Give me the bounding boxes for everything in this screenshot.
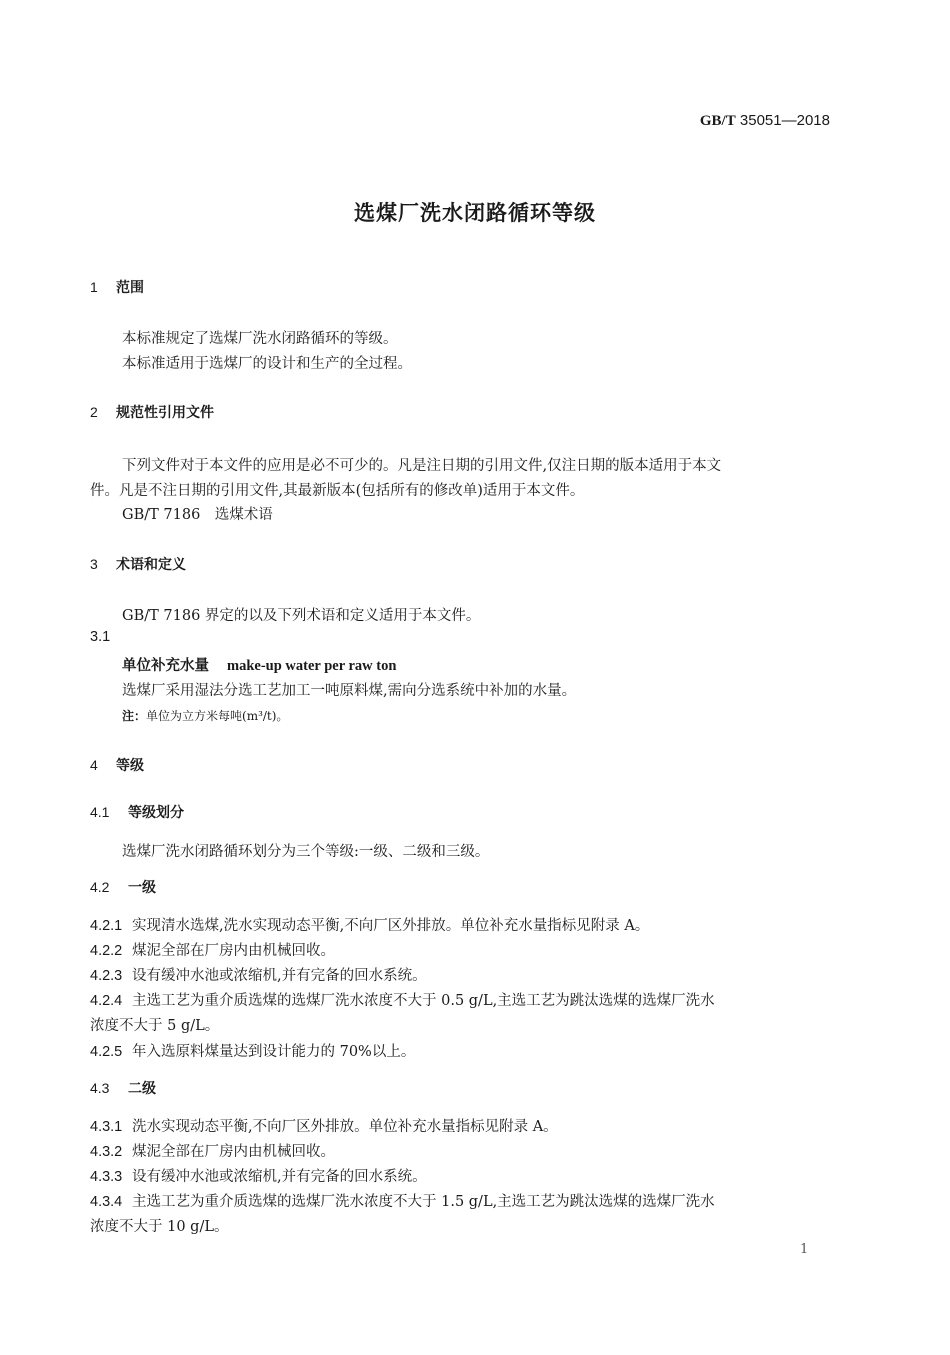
clause-4-2-3: 4.2.3 设有缓冲水池或浓缩机,并有完备的回水系统。 — [90, 968, 427, 984]
clause-4-2-1: 4.2.1 实现清水选煤,洗水实现动态平衡,不向厂区外排放。单位补充水量指标见附录 A。 — [90, 918, 650, 934]
clause-4-3-4: 4.3.4 主选工艺为重介质选煤的选煤厂洗水浓度不大于 1.5 g/L,主选工艺为跳汰选煤的选煤厂洗水 — [90, 1194, 715, 1210]
note-text: 单位为立方米每吨(m³/t)。 — [146, 709, 289, 723]
section-4-heading: 4 等级 — [90, 757, 144, 774]
clause-4-2-5: 4.2.5 年入选原料煤量达到设计能力的 70%以上。 — [90, 1044, 416, 1060]
section-4-3-heading: 4.3 二级 — [90, 1080, 156, 1097]
section-4-1-heading: 4.1 等级划分 — [90, 804, 184, 821]
section-1-title: 范围 — [116, 280, 144, 296]
clause-4-3-3: 4.3.3 设有缓冲水池或浓缩机,并有完备的回水系统。 — [90, 1169, 427, 1185]
section-4-1-title: 等级划分 — [128, 805, 184, 821]
standard-number: 35051—2018 — [739, 112, 830, 129]
section-4-3-title: 二级 — [128, 1081, 156, 1097]
section-2-heading: 2 规范性引用文件 — [90, 404, 214, 421]
section-2-para-line-2: 件。凡是不注日期的引用文件,其最新版本(包括所有的修改单)适用于本文件。 — [90, 483, 585, 499]
section-4-2-heading: 4.2 一级 — [90, 879, 156, 896]
section-3-title: 术语和定义 — [116, 557, 186, 573]
term-3-1 — [122, 654, 396, 675]
section-1-heading: 1 范围 — [90, 279, 144, 296]
clause-4-3-2: 4.3.2 煤泥全部在厂房内由机械回收。 — [90, 1144, 335, 1160]
section-3-intro: GB/T 7186 界定的以及下列术语和定义适用于本文件。 — [122, 608, 481, 624]
term-3-1-number: 3.1 — [90, 629, 111, 645]
standard-code — [700, 112, 830, 130]
term-zh: 单位补充水量 — [122, 658, 209, 674]
section-2-title: 规范性引用文件 — [116, 405, 214, 421]
clause-4-2-2: 4.2.2 煤泥全部在厂房内由机械回收。 — [90, 943, 335, 959]
clause-4-3-4-continued: 浓度不大于 10 g/L。 — [90, 1219, 229, 1235]
standard-prefix: GB/T — [699, 113, 736, 129]
section-4-2-title: 一级 — [128, 880, 156, 896]
section-1-para-2: 本标准适用于选煤厂的设计和生产的全过程。 — [122, 356, 412, 372]
clause-4-3-1: 4.3.1 洗水实现动态平衡,不向厂区外排放。单位补充水量指标见附录 A。 — [90, 1119, 558, 1135]
page-number: 1 — [800, 1242, 809, 1257]
normative-reference: GB/T 7186 选煤术语 — [122, 507, 273, 523]
clause-4-2-4: 4.2.4 主选工艺为重介质选煤的选煤厂洗水浓度不大于 0.5 g/L,主选工艺为跳汰选煤的选煤厂洗水 — [90, 993, 715, 1009]
clause-4-2-4-continued: 浓度不大于 5 g/L。 — [90, 1018, 220, 1034]
note-label: 注： — [122, 709, 147, 723]
section-2-para-line-1: 下列文件对于本文件的应用是必不可少的。凡是注日期的引用文件,仅注日期的版本适用于本文 — [122, 458, 722, 474]
term-3-1-note — [122, 707, 288, 724]
term-3-1-definition: 选煤厂采用湿法分选工艺加工一吨原料煤,需向分选系统中补加的水量。 — [122, 683, 577, 699]
section-1-para-1: 本标准规定了选煤厂洗水闭路循环的等级。 — [122, 331, 398, 347]
section-3-heading: 3 术语和定义 — [90, 556, 186, 573]
section-4-1-para: 选煤厂洗水闭路循环划分为三个等级:一级、二级和三级。 — [122, 844, 490, 860]
document-title: 选煤厂洗水闭路循环等级 — [354, 201, 596, 225]
term-en: make-up water per raw ton — [227, 658, 397, 674]
section-4-title: 等级 — [116, 758, 144, 774]
